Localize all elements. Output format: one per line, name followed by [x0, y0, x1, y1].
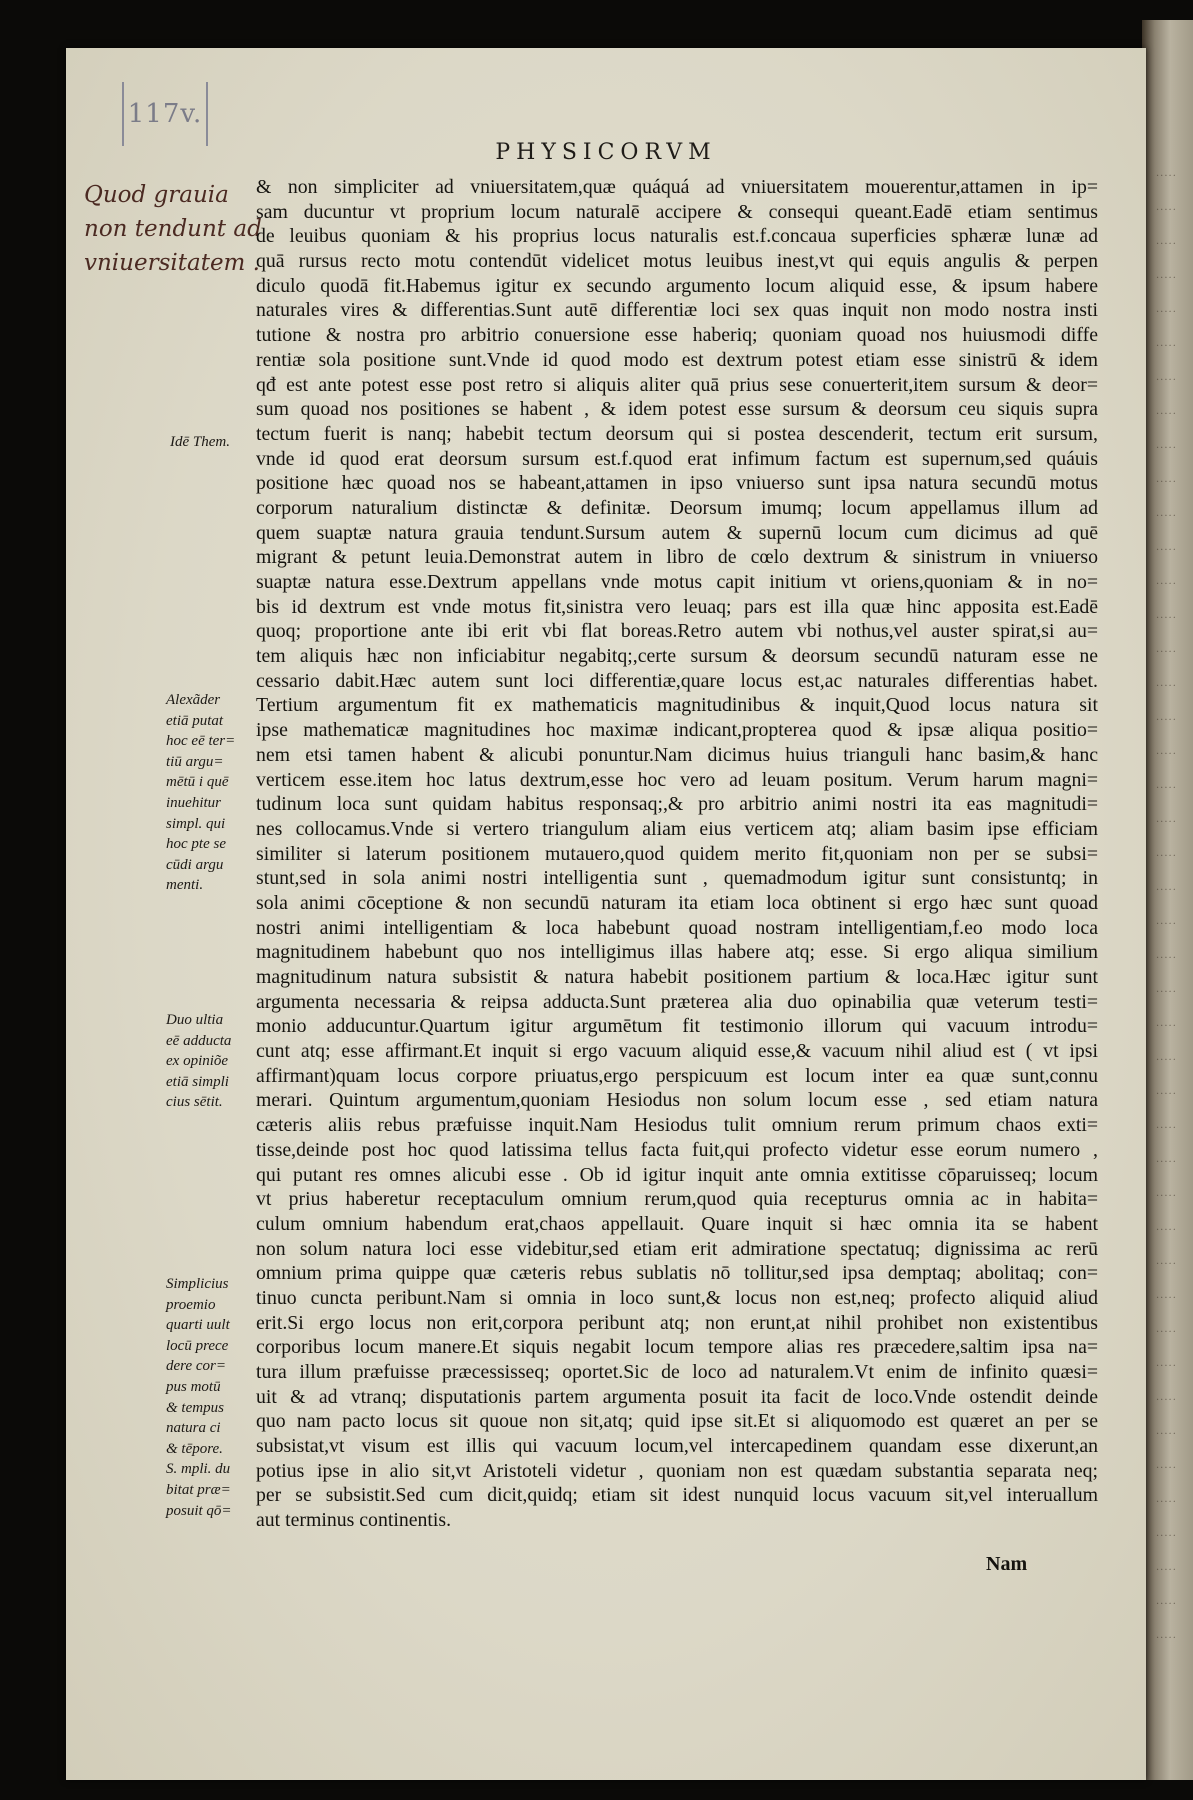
- text-line: de leuibus quoniam & his proprius locus naturalis est.f.concaua superficies sphæræ lunæ ad: [256, 225, 1098, 248]
- margin-note-line: simpl. qui: [166, 815, 226, 832]
- handwritten-annotation: [84, 178, 284, 280]
- text-line: argumenta necessaria & reipsa adducta.Sunt præterea alia duo opinabilia quæ veterum testi=: [256, 990, 1098, 1013]
- margin-note-line: Alexãder: [166, 692, 221, 708]
- margin-note-duo: [166, 1010, 246, 1113]
- text-line: vnde id quod erat deorsum sursum est.f.quod erat infimum factum est supernum,sed quáuis: [256, 447, 1098, 470]
- text-line: similiter si laterum positionem mutauero,quod quidem merito fit,quoniam non per se subsi=: [256, 842, 1098, 865]
- margin-note-line: locū prece: [166, 1337, 229, 1354]
- text-line: non solum natura loci esse videbitur,sed etiam erit admiratione spectatuq; dignissima ac rerū: [256, 1237, 1098, 1260]
- margin-note-line: mētū i quē: [166, 774, 229, 791]
- text-line: tinuo cuncta peribunt.Nam si omnia in loco sunt,& locus non est,neq; profecto aliquid aliud: [256, 1286, 1098, 1309]
- margin-note-line: bitat præ=: [166, 1481, 231, 1498]
- text-line: corporibus locum manere.Et siquis negabit locum tempore alias res præcedere,saltim ipsa na=: [256, 1336, 1098, 1359]
- margin-note-line: & tēpore.: [166, 1440, 223, 1457]
- text-line: magnitudinem habebunt quo nos intelligimus illas habere atq; esse. Si ergo aliqua similium: [256, 941, 1098, 964]
- text-line: sola animi cōceptione & non secundū naturam ita etiam loca obtinent si ergo hæc sunt quoad: [256, 891, 1098, 914]
- text-line: bis id dextrum est vnde motus fit,sinistra vero leuaq; pars est illa quæ hinc apposita est.Eadē: [256, 595, 1098, 618]
- text-line: tura illum præfuisse præcessisseq; oportet.Sic de loco ad naturalem.Vt enim de infinito quæsi=: [256, 1361, 1098, 1383]
- margin-note-line: etiā putat: [166, 712, 224, 729]
- main-text-block: [256, 175, 1098, 1533]
- text-line: nes collocamus.Vnde si vertero triangulum aliam eius verticem atq; aliam basim ipse efficiam: [256, 817, 1098, 840]
- text-line: culum omnium habendum erat,chaos appellauit. Quare inquit si hæc omnia ita se habent: [256, 1212, 1098, 1235]
- margin-note-line: Simplicius: [166, 1276, 229, 1292]
- text-line: rentiæ sola positione sunt.Vnde id quod modo est dextrum potest etiam esse sinistrū & idem: [256, 348, 1098, 371]
- text-line: naturales vires & differentias.Sunt autē differentiæ loci sex quas inquit non modo nostra insti: [256, 299, 1098, 322]
- text-line: corporum naturalium distinctæ & definitæ. Deorsum imumq; locum appellamus illum ad: [256, 496, 1098, 519]
- book-page: [66, 48, 1146, 1780]
- catchword: Nam: [986, 1553, 1028, 1575]
- margin-note-line: posuit qō=: [166, 1502, 232, 1519]
- text-line: quem suaptæ natura grauia tendunt.Sursum autem & supernū locum cum dicimus ad quē: [256, 521, 1098, 544]
- margin-note-line: tiū argu=: [166, 753, 224, 770]
- annotation-line: non tendunt ad: [84, 216, 262, 242]
- text-line: quā rursus recto motu contendūt videlicet motus leuibus inest,vt qui equis angulis & perpen: [256, 250, 1098, 273]
- margin-note-line: Idē Them.: [170, 434, 230, 450]
- folio-number: 117v.: [116, 78, 214, 150]
- text-line: sum quoad nos positiones se habent , & idem potest esse sursum & deorsum ceu siquis supra: [256, 398, 1098, 421]
- margin-note-line: hoc eē ter=: [166, 733, 236, 750]
- margin-note-line: quarti uult: [166, 1317, 230, 1334]
- text-line: affirmant)quam locus corpore priuatus,ergo perspicuum est locum inter ea quæ sunt,connu: [256, 1064, 1098, 1087]
- margin-note-line: pus motū: [166, 1378, 221, 1395]
- text-line: tectum fuerit is nanq; habebit tectum deorsum qui si postea descenderit, tectum erit sursum,: [256, 422, 1098, 445]
- text-line: positione hæc quoad nos se habeant,attamen in ipso vniuerso sunt ipsa natura secundū motus: [256, 472, 1098, 495]
- text-line: verticem esse.item hoc latus dextrum,esse hoc vero ad leuam positum. Verum harum magni=: [256, 768, 1098, 791]
- text-line: vt prius haberetur receptaculum omnium rerum,quod quia recepturus omnia ac in habita=: [256, 1188, 1098, 1211]
- adjacent-page-edge: [1142, 20, 1193, 1780]
- text-line: uit & ad vtranq; disputationis partem argumenta posuit ita facit de loco.Vnde ostendit deinde: [256, 1385, 1098, 1408]
- text-line: subsistat,vt visum est illis qui vacuum locum,vel intercapedinem quandam esse dixerunt,an: [256, 1435, 1098, 1458]
- text-line: tudinum loca sunt quidam habitus responsaq;,& pro arbitrio animi nostri ita eas magnitudi=: [256, 793, 1098, 816]
- text-line: monio adducuntur.Quartum igitur argumētum fit testimonio illorum qui vacuum introdu=: [256, 1015, 1098, 1038]
- text-line: aut terminus continentis.: [256, 1509, 452, 1532]
- text-line: omnium prima quippe quæ cæteris rebus sublatis nō tollitur,sed ipsa demptaq; abolitaq; con=: [256, 1262, 1098, 1285]
- margin-note-line: Duo ultia: [166, 1012, 224, 1028]
- margin-note-them: [170, 432, 250, 453]
- text-line: magnitudinum natura subsistit & natura habebit positionem partium & loca.Hæc igitur sunt: [256, 966, 1098, 988]
- text-line: stunt,sed in sola animi nostri intelligentia sunt , quemadmodum igitur sunt consistuntq; in: [256, 867, 1098, 890]
- text-line: merari. Quintum argumentum,quoniam Hesiodus non solum locum esse , sed etiam natura: [256, 1089, 1098, 1112]
- margin-note-line: eē adducta: [166, 1032, 232, 1049]
- text-line: tem aliquis hæc non inficiabitur negabitq;,certe sursum & deorsum secundū naturam esse ne: [256, 645, 1098, 668]
- text-line: Tertium argumentum fit ex mathematicis magnitudinibus & inquit,Quod locus natura sit: [256, 694, 1098, 717]
- adjacent-page-text-fragment: ····· ····· ····· ····· ····· ····· ····· ····· ····· ····· ····· ····· ····· ····· ····· ····· ····· ····· ····· ····· ····· ····· ····· ····· ····· ····· ····· ····· ····· ····· ····· ····· ····· ····· ····· ····· ····· ····· ····· ····· ····· ····· ····· ·····: [1156, 171, 1177, 1644]
- margin-note-line: cūdi argu: [166, 856, 224, 873]
- margin-note-line: ex opiniõe: [166, 1053, 229, 1070]
- text-line: cessario dabit.Hæc autem sunt loci differentiæ,quare locus est,ac naturales differentias habet.: [256, 669, 1098, 692]
- margin-note-line: cius sētit.: [166, 1094, 223, 1111]
- margin-note-line: hoc pte se: [166, 836, 226, 853]
- text-line: sam ducuntur vt proprium locum naturalē accipere & consequi queant.Eadē etiam sentimus: [256, 200, 1098, 223]
- margin-note-line: proemio: [166, 1296, 216, 1313]
- text-line: ipse mathematicæ magnitudines hoc maximæ indicant,propterea quod & ipsæ aliqua positio=: [256, 719, 1098, 742]
- text-line: tisse,deinde post hoc quod latissima tellus facta fuit,qui profecto videtur esse eorum numero ,: [256, 1138, 1098, 1161]
- text-line: cæteris aliis rebus præfuisse inquit.Nam Hesiodus tulit omnium rerum primum chaos exti=: [256, 1114, 1098, 1137]
- text-line: nostri animi intelligentiam & loca habebunt quoad nostram intelligentiam,f.eo modo loca: [256, 916, 1098, 939]
- text-line: tutione & nostra pro arbitrio conuersione esse haberiq; quoniam quoad nos huiusmodi diffe: [256, 324, 1098, 347]
- text-line: qđ est ante potest esse post retro si aliquis aliter quā prius sese conuerterit,item sursum & deor=: [256, 373, 1098, 396]
- margin-note-line: menti.: [166, 877, 204, 894]
- text-line: qui putant res omnes alicubi esse . Ob id igitur inquit ante omnia extitisse cōparuisseq; locum: [256, 1163, 1098, 1186]
- margin-note-line: etiā simpli: [166, 1073, 229, 1090]
- annotation-line: Quod grauia: [84, 182, 229, 208]
- text-line: & non simpliciter ad vniuersitatem,quæ quáquá ad vniuersitatem mouerentur,attamen in ip=: [256, 176, 1098, 198]
- text-line: quoq; proportione ante ibi erit vbi flat boreas.Retro autem vbi nothus,vel auster spirat,si au=: [256, 620, 1098, 643]
- text-line: migrant & petunt leuia.Demonstrat autem in libro de cœlo dextrum & sinistrum in vniuerso: [256, 546, 1098, 569]
- text-line: potius ipse in alio sit,vt Aristoteli videtur , quoniam non est quædam substantia separata neq;: [256, 1459, 1098, 1482]
- margin-note-alexander: [166, 690, 246, 896]
- margin-note-line: & tempus: [166, 1399, 224, 1416]
- text-line: cunt atq; esse affirmant.Et inquit si ergo vacuum aliquid esse,& vacuum nihil aliud est ( vt ipsi: [256, 1040, 1098, 1063]
- margin-note-line: inuehitur: [166, 794, 221, 811]
- text-line: quo nam pacto locus sit quoue non sit,atq; quid ipse sit.Et si aliquomodo est quæret an per se: [256, 1410, 1098, 1433]
- text-line: suaptæ natura esse.Dextrum appellans vnde motus capit initium vt oriens,quoniam & in no=: [256, 571, 1098, 593]
- annotation-line: vniuersitatem .: [84, 250, 260, 276]
- text-line: diculo quodā fit.Habemus igitur ex secundo argumento locum aliquid esse, & ipsum habere: [256, 274, 1098, 297]
- text-line: per se subsistit.Sed cum dicit,quidq; etiam sit idest nunquid locus vacuum sit,vel interuallum: [256, 1484, 1098, 1507]
- text-line: nem etsi tamen habent & alicubi ponuntur.Nam dicimus huius trianguli hanc basim,& hanc: [256, 743, 1098, 766]
- margin-note-line: dere cor=: [166, 1358, 226, 1375]
- text-line: erit.Si ergo locus non erit,corpora peribunt atq; non erunt,at nihil prohibet non existentibus: [256, 1311, 1098, 1334]
- margin-note-line: S. mpli. du: [166, 1461, 231, 1478]
- margin-note-simplicius: [166, 1274, 246, 1521]
- margin-note-line: natura ci: [166, 1420, 221, 1437]
- running-head: PHYSICORVM: [495, 140, 717, 165]
